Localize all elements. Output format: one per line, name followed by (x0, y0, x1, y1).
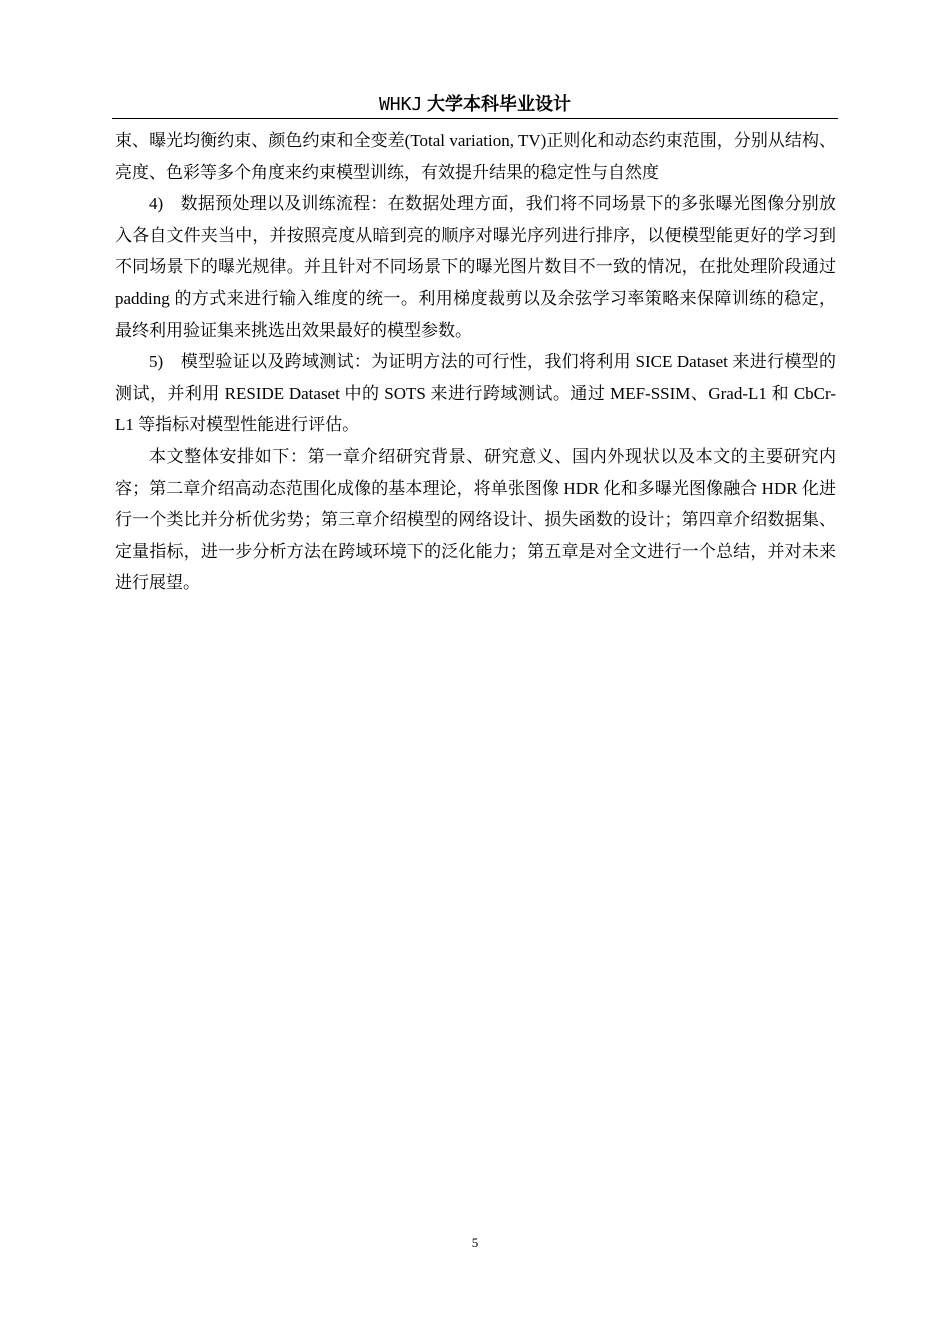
body-text (115, 125, 836, 599)
paragraph-item-4: 4) 数据预处理以及训练流程：在数据处理方面，我们将不同场景下的多张曝光图像分别放入各自文件夹当中，并按照亮度从暗到亮的顺序对曝光序列进行排序，以便模型能更好的学习到不同场景下的曝光规律。并且针对不同场景下的曝光图片数目不一致的情况，在批处理阶段通过 padding 的方式来进行输入维度的统一。利用梯度裁剪以及余弦学习率策略来保障训练的稳定，最终利用验证集来挑选出效果最好的模型参数。 (115, 194, 836, 340)
page-header (112, 92, 838, 119)
header-university-code: WHKJ (378, 94, 423, 115)
paragraph-structure-overview: 本文整体安排如下：第一章介绍研究背景、研究意义、国内外现状以及本文的主要研究内容；第二章介绍高动态范围化成像的基本理论，将单张图像 HDR 化和多曝光图像融合 HDR 化进行一个类比并分析优劣势；第三章介绍模型的网络设计、损失函数的设计；第四章介绍数据集、定量指标，进一步分析方法在跨域环境下的泛化能力；第五章是对全文进行一个总结，并对未来进行展望。 (115, 446, 836, 593)
header-title: 大学本科毕业设计 (427, 94, 572, 115)
paragraph-item-5: 5) 模型验证以及跨域测试：为证明方法的可行性，我们将利用 SICE Dataset 来进行模型的测试，并利用 RESIDE Dataset 中的 SOTS 来进行跨域测试。通过 MEF-SSIM、Grad-L1 和 CbCr-L1 等指标对模型性能进行评估。 (115, 352, 836, 435)
paragraph-continuation: 束、曝光均衡约束、颜色约束和全变差(Total variation, TV)正则化和动态约束范围，分别从结构、亮度、色彩等多个角度来约束模型训练，有效提升结果的稳定性与自然度 (115, 131, 836, 182)
page-number: 5 (471, 1235, 479, 1250)
